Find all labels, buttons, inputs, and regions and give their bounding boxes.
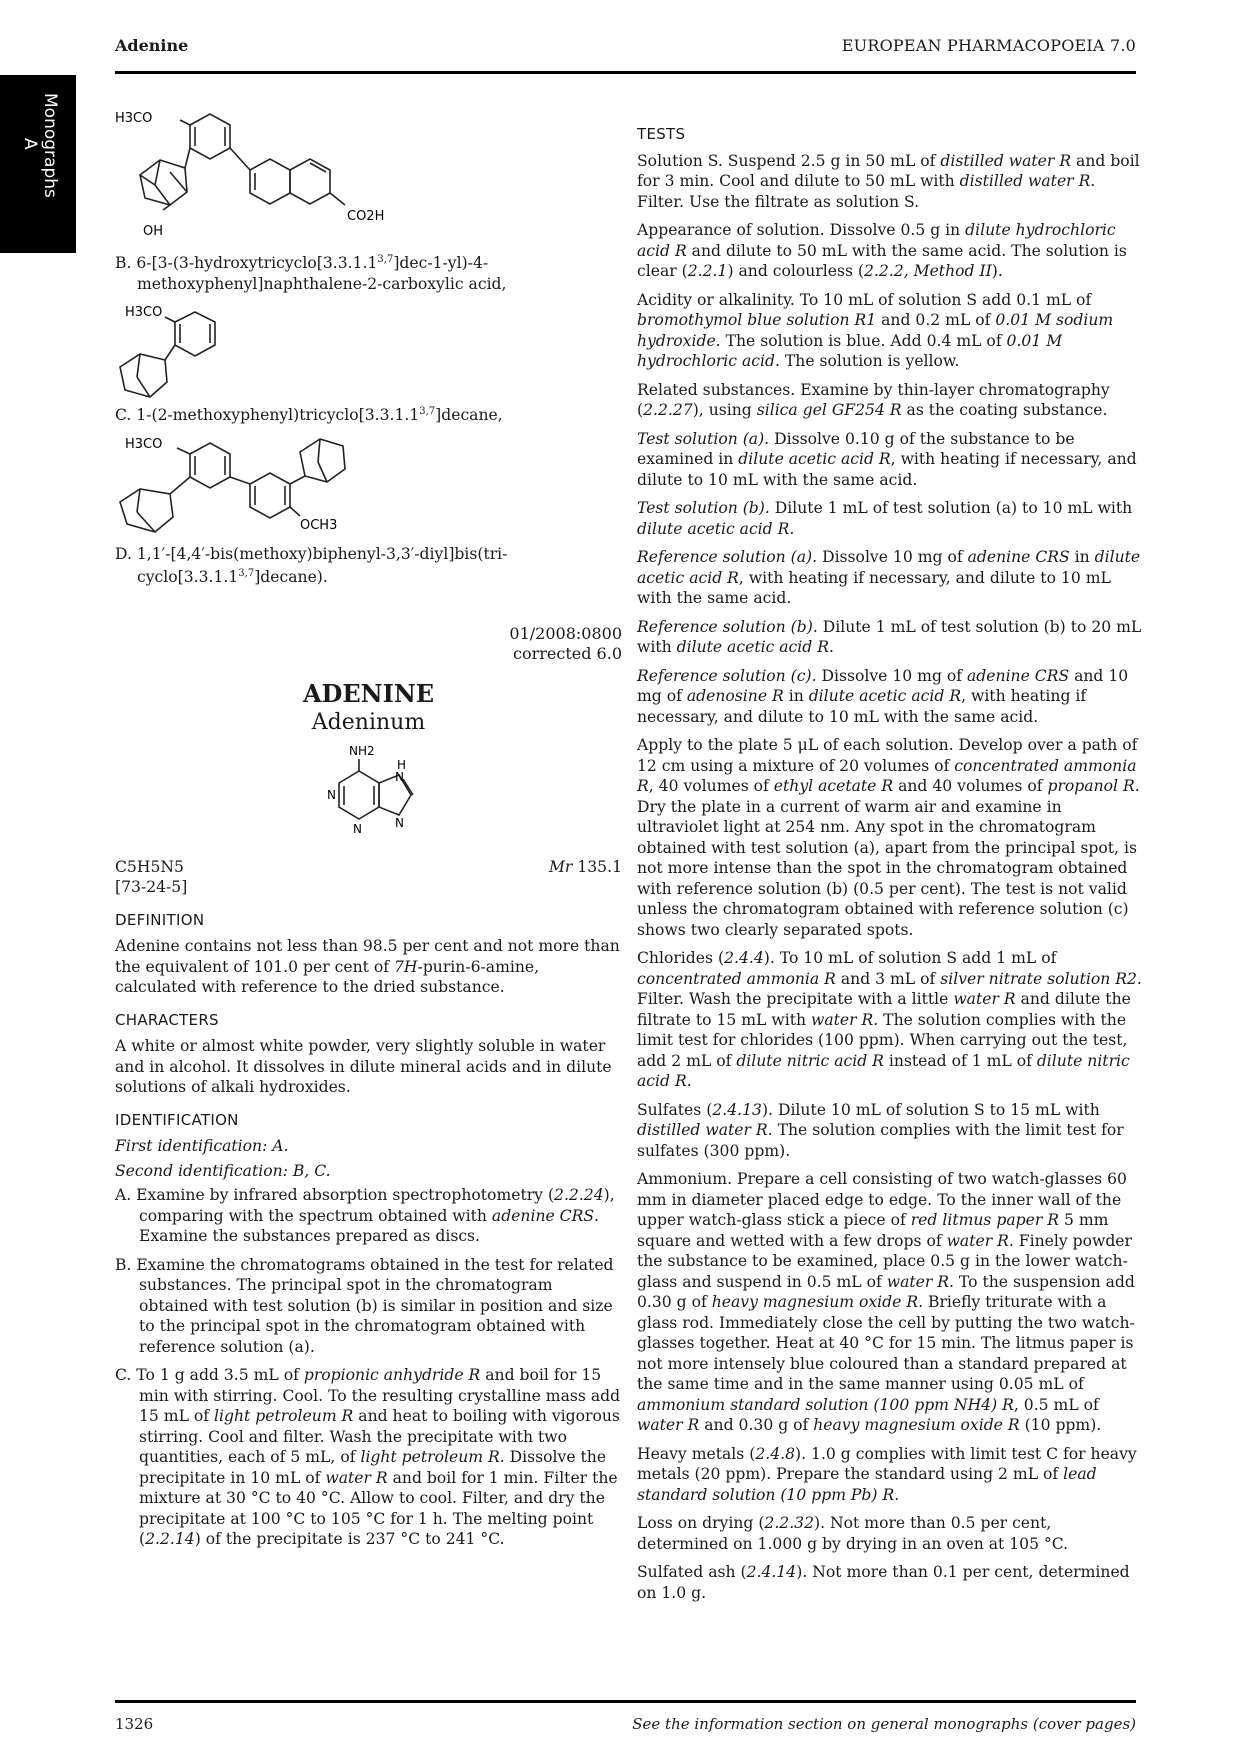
reference-solution-b: Reference solution (b). Dilute 1 mL of test solution (b) to 20 mL with dilute acetic acid R. [637,617,1142,656]
test-ammonium: Ammonium. Prepare a cell consisting of two watch-glasses 60 mm in diameter placed edge to edge. To the inner wall of the upper watch-glass stick a piece of red litmus paper R 5 mm square and wetted with a few drops of water R. Finely powder the substance to be examined, place 0.5 g in the lower watch-glass and suspend in 0.5 mL of water R. To the suspension add 0.30 g of heavy magnesium oxide R. Briefly triturate with a glass rod. Immediately close the cell by putting the two watch-glasses together. Heat at 40 °C for 15 min. The litmus paper is not more intensely blue coloured than a standard prepared at the same time and in the same manner using 0.05 mL of ammonium standard solution (100 ppm NH4) R, 0.5 mL of water R and 0.30 g of heavy magnesium oxide R (10 ppm). [637,1170,1135,1434]
test-solution-s: Solution S. Suspend 2.5 g in 50 mL of distilled water R and boil for 3 min. Cool and dilute to 50 mL with distilled water R. Filter. Use the filtrate as solution S. [637,151,1140,211]
chromatography-procedure: Apply to the plate 5 μL of each solution. Develop over a path of 12 cm using a mixture of 20 volumes of concentrated ammonia R, 40 volumes of ethyl acetate R and 40 volumes of propanol R. Dry the plate in a current of warm air and examine in ultraviolet light at 254 nm. Any spot in the chromatogram obtained with test solution (a), apart from the principal spot, is not more intense than the spot in the chromatogram obtained with reference solution (b) (0.5 per cent). The test is not valid unless the chromatogram obtained with reference solution (c) shows two clearly separated spots. [637,736,1140,939]
adenine-nh2-label: NH2 [348,744,375,759]
header-rule [115,71,1136,74]
test-chlorides: Chlorides (2.4.4). To 10 mL of solution S add 1 mL of concentrated ammonia R and 3 mL of silver nitrate solution R2. Filter. Wash the precipitate with a little water R and dilute the filtrate to 15 mL with water R. The solution complies with the limit test for chlorides (100 ppm). When carrying out the test, add 2 mL of dilute nitric acid R instead of 1 mL of dilute nitric acid R. [637,949,1142,1090]
test-related-substances: Related substances. Examine by thin-layer chromatography (2.2.27), using silica gel GF254 R as the coating substance. [637,380,1110,419]
monograph-latin-title: Adeninum [311,709,426,735]
identification-a: A. Examine by infrared absorption spectrophotometry (2.2.24), comparing with the spectrum obtained with adenine CRS. Examine the substances prepared as discs. [115,1186,615,1246]
test-sulfates: Sulfates (2.4.13). Dilute 10 mL of solution S to 15 mL with distilled water R. The solution complies with the limit test for sulfates (300 ppm). [637,1100,1124,1160]
first-identification: First identification: A. [115,1137,289,1156]
b-co2h-label: CO2H [347,209,385,224]
second-identification: Second identification: B, C. [115,1161,331,1180]
side-tab-letter: A [20,138,40,150]
test-loss-on-drying: Loss on drying (2.2.32). Not more than 0.5 per cent, determined on 1.000 g by drying in an oven at 105 °C. [637,1514,1069,1553]
reference-solution-c: Reference solution (c). Dissolve 10 mg of adenine CRS and 10 mg of adenosine R in dilute acetic acid R, with heating if necessary, and dilute to 10 mL with the same acid. [637,666,1129,726]
molecular-formula: C5H5N5 [115,857,184,876]
monograph-reference [115,624,622,664]
footer-rule [115,1700,1136,1703]
side-tab-label: Monographs [40,93,60,198]
impurity-b-name: B. 6-[3-(3-hydroxytricyclo[3.3.1.1$^{3,7}$]dec-1-yl)-4-methoxyphenyl]naphthalene-2-carboxylic acid, [115,254,507,293]
footer-note: See the information section on general monographs (cover pages) [632,1715,1136,1733]
d-och3-label: OCH3 [300,517,338,533]
d-h3co-label: H3CO [125,436,163,452]
characters-heading: CHARACTERS [115,1010,219,1029]
monograph-correction: corrected 6.0 [513,644,622,664]
relative-molecular-mass: Mr 135.1 [548,857,622,876]
test-sulfated-ash: Sulfated ash (2.4.14). Not more than 0.1 per cent, determined on 1.0 g. [637,1563,1130,1602]
b-oh-label: OH [143,224,164,239]
test-solution-a: Test solution (a). Dissolve 0.10 g of the substance to be examined in dilute acetic acid R, with heating if necessary, and dilute to 10 mL with the same acid. [637,429,1137,489]
test-acidity: Acidity or alkalinity. To 10 mL of solution S add 0.1 mL of bromothymol blue solution R1 and 0.2 mL of 0.01 M sodium hydroxide. The solution is blue. Add 0.4 mL of 0.01 M hydrochloric acid. The solution is yellow. [637,290,1114,370]
test-heavy-metals: Heavy metals (2.4.8). 1.0 g complies with limit test C for heavy metals (20 ppm). Prepare the standard using 2 mL of lead standard solution (10 ppm Pb) R. [637,1444,1137,1504]
left-column [115,110,622,1558]
section-side-tab [0,75,76,253]
characters-text: A white or almost white powder, very slightly soluble in water and in alcohol. It dissolves in dilute mineral acids and in dilute solutions of alkali hydroxides. [115,1037,612,1097]
identification-heading: IDENTIFICATION [115,1110,239,1129]
definition-text: Adenine contains not less than 98.5 per cent and not more than the equivalent of 101.0 per cent of 7H-purin-6-amine, calculated with reference to the dried substance. [115,937,620,997]
impurity-b-structure [115,110,455,250]
adenine-n9-label: N [394,816,404,831]
test-appearance: Appearance of solution. Dissolve 0.5 g in dilute hydrochloric acid R and dilute to 50 mL with the same acid. The solution is clear (2.2.1) and colourless (2.2.2, Method II). [637,221,1127,280]
identification-c: C. To 1 g add 3.5 mL of propionic anhydride R and boil for 15 min with stirring. Cool. To the resulting crystalline mass add 15 mL of light petroleum R and heat to boiling with vigorous stirring. Cool and filter. Wash the precipitate with two quantities, each of 5 mL, of light petroleum R. Dissolve the precipitate in 10 mL of water R and boil for 1 min. Filter the mixture at 30 °C to 40 °C. Allow to cool. Filter, and dry the precipitate at 100 °C to 105 °C for 1 h. The melting point (2.2.14) of the precipitate is 237 °C to 241 °C. [115,1366,621,1549]
tests-heading: TESTS [637,125,686,143]
page-number: 1326 [115,1715,154,1733]
impurity-d-structure [115,434,455,544]
right-column [637,124,1142,1611]
adenine-n7-label: N [394,770,404,785]
identification-b: B. Examine the chromatograms obtained in the test for related substances. The principal spot in the chromatogram obtained with test solution (b) is similar in position and size to the principal spot in the chromatogram obtained with reference solution (a). [115,1255,614,1356]
monograph-title: ADENINE [302,679,435,709]
impurity-d-name: D. 1,1′-[4,4′-bis(methoxy)biphenyl-3,3′-diyl]bis(tri-cyclo[3.3.1.1$^{3,7}$]decane). [115,544,508,587]
monograph-number: 01/2008:0800 [509,624,622,644]
impurity-c-structure [115,302,315,402]
definition-heading: DEFINITION [115,910,205,929]
c-h3co-label: H3CO [125,305,163,321]
adenine-h-label: H [396,758,406,773]
formula-row [115,857,622,878]
cas-number: [73-24-5] [115,878,188,897]
adenine-structure [309,741,429,851]
b-h3co-label: H3CO [115,111,153,126]
adenine-n1-label: N [326,788,336,803]
running-header-publication: EUROPEAN PHARMACOPOEIA 7.0 [841,36,1136,55]
running-header-title: Adenine [115,36,189,55]
impurity-c-name: C. 1-(2-methoxyphenyl)tricyclo[3.3.1.1$^{3,7}$]decane, [115,406,503,425]
adenine-n3-label: N [352,822,362,837]
reference-solution-a: Reference solution (a). Dissolve 10 mg of adenine CRS in dilute acetic acid R, with heating if necessary, and dilute to 10 mL with the same acid. [637,548,1141,607]
test-solution-b: Test solution (b). Dilute 1 mL of test solution (a) to 10 mL with dilute acetic acid R. [637,499,1133,538]
